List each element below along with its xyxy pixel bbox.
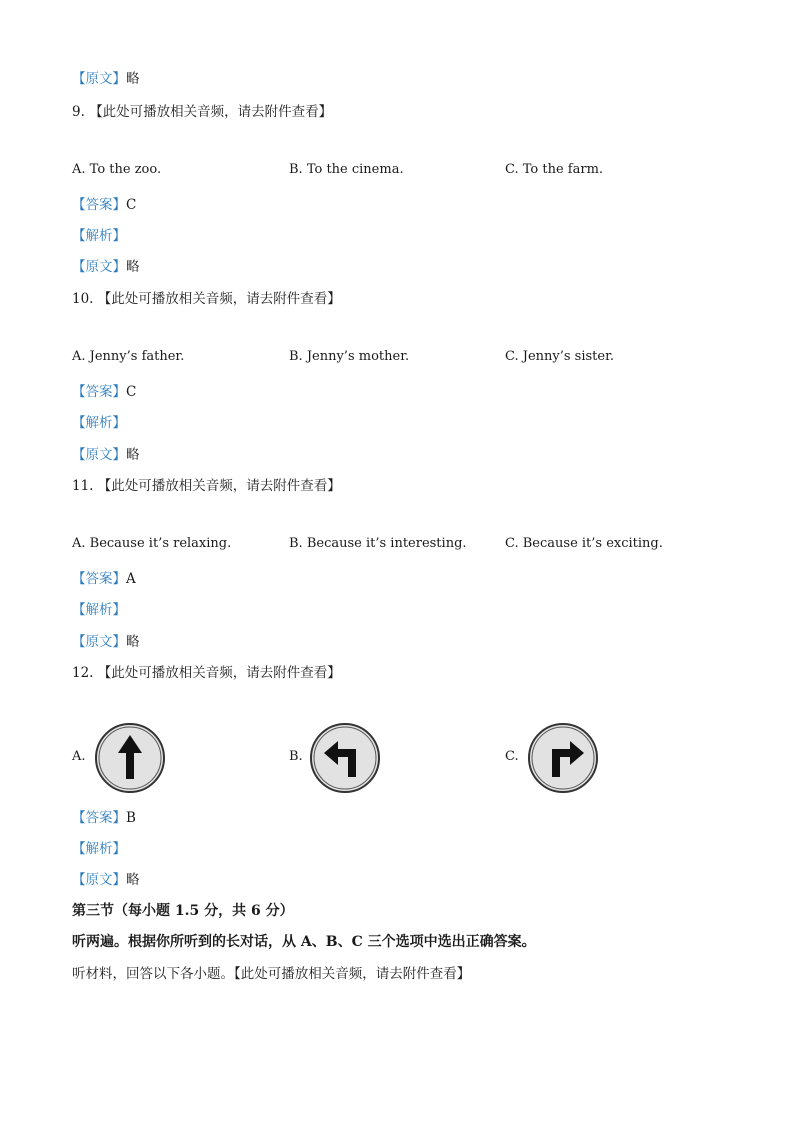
transcript-text: 略 xyxy=(126,259,140,275)
transcript-line xyxy=(72,868,140,888)
answer-tag: 【答案】 xyxy=(72,197,126,213)
turn-right-arrow-sign-icon xyxy=(526,721,600,795)
question-number: 10. xyxy=(72,291,94,307)
transcript-text: 略 xyxy=(126,71,140,87)
option-c: C. To the farm. xyxy=(505,162,604,177)
transcript-text: 略 xyxy=(126,447,140,463)
question-number: 11. xyxy=(72,478,94,494)
question-12 xyxy=(72,661,341,681)
transcript-line xyxy=(72,630,140,650)
option-c-label: C. xyxy=(505,749,519,764)
question-number: 9. xyxy=(72,104,85,120)
transcript-text: 略 xyxy=(126,872,140,888)
option-a: A. Because it’s relaxing. xyxy=(72,536,232,551)
transcript-line xyxy=(72,67,140,87)
answer-line xyxy=(72,380,136,400)
analysis-line xyxy=(72,837,126,857)
answer-line xyxy=(72,806,136,826)
option-c: C. Jenny’s sister. xyxy=(505,349,615,364)
question-10 xyxy=(72,287,341,307)
transcript-tag: 【原文】 xyxy=(72,447,126,463)
audio-prompt[interactable]: 【此处可播放相关音频，请去附件查看】 xyxy=(97,478,341,494)
option-b-label: B. xyxy=(289,749,303,764)
answer-tag: 【答案】 xyxy=(72,810,126,826)
transcript-line xyxy=(72,443,140,463)
audio-prompt[interactable]: 【此处可播放相关音频，请去附件查看】 xyxy=(97,291,341,307)
analysis-line xyxy=(72,224,126,244)
transcript-text: 略 xyxy=(126,634,140,650)
option-b: B. To the cinema. xyxy=(289,162,404,177)
answer-value: C xyxy=(126,384,137,400)
transcript-tag: 【原文】 xyxy=(72,259,126,275)
option-b: B. Because it’s interesting. xyxy=(289,536,467,551)
option-c: C. Because it’s exciting. xyxy=(505,536,663,551)
option-b: B. Jenny’s mother. xyxy=(289,349,410,364)
analysis-tag: 【解析】 xyxy=(72,415,126,431)
option-a-label: A. xyxy=(72,749,86,764)
answer-tag: 【答案】 xyxy=(72,571,126,587)
analysis-tag: 【解析】 xyxy=(72,602,126,618)
transcript-line xyxy=(72,255,140,275)
analysis-line xyxy=(72,411,126,431)
section-material-prompt[interactable]: 听材料，回答以下各小题。【此处可播放相关音频，请去附件查看】 xyxy=(72,966,471,982)
answer-line xyxy=(72,567,136,587)
option-a: A. Jenny’s father. xyxy=(72,349,185,364)
analysis-tag: 【解析】 xyxy=(72,841,126,857)
turn-left-arrow-sign-icon xyxy=(308,721,382,795)
question-number: 12. xyxy=(72,665,94,681)
answer-value: A xyxy=(126,571,136,587)
answer-tag: 【答案】 xyxy=(72,384,126,400)
option-a: A. To the zoo. xyxy=(72,162,162,177)
answer-value: C xyxy=(126,197,137,213)
transcript-tag: 【原文】 xyxy=(72,872,126,888)
section-instruction: 听两遍。根据你所听到的长对话，从 A、B、C 三个选项中选出正确答案。 xyxy=(72,934,536,950)
audio-prompt[interactable]: 【此处可播放相关音频，请去附件查看】 xyxy=(97,665,341,681)
question-11 xyxy=(72,474,341,494)
question-9 xyxy=(72,100,332,120)
analysis-tag: 【解析】 xyxy=(72,228,126,244)
section-title: 第三节（每小题 1.5 分，共 6 分） xyxy=(72,903,294,919)
transcript-tag: 【原文】 xyxy=(72,634,126,650)
answer-value: B xyxy=(126,810,136,826)
audio-prompt[interactable]: 【此处可播放相关音频，请去附件查看】 xyxy=(89,104,333,120)
analysis-line xyxy=(72,598,126,618)
straight-arrow-sign-icon xyxy=(93,721,167,795)
answer-line xyxy=(72,193,136,213)
transcript-tag: 【原文】 xyxy=(72,71,126,87)
